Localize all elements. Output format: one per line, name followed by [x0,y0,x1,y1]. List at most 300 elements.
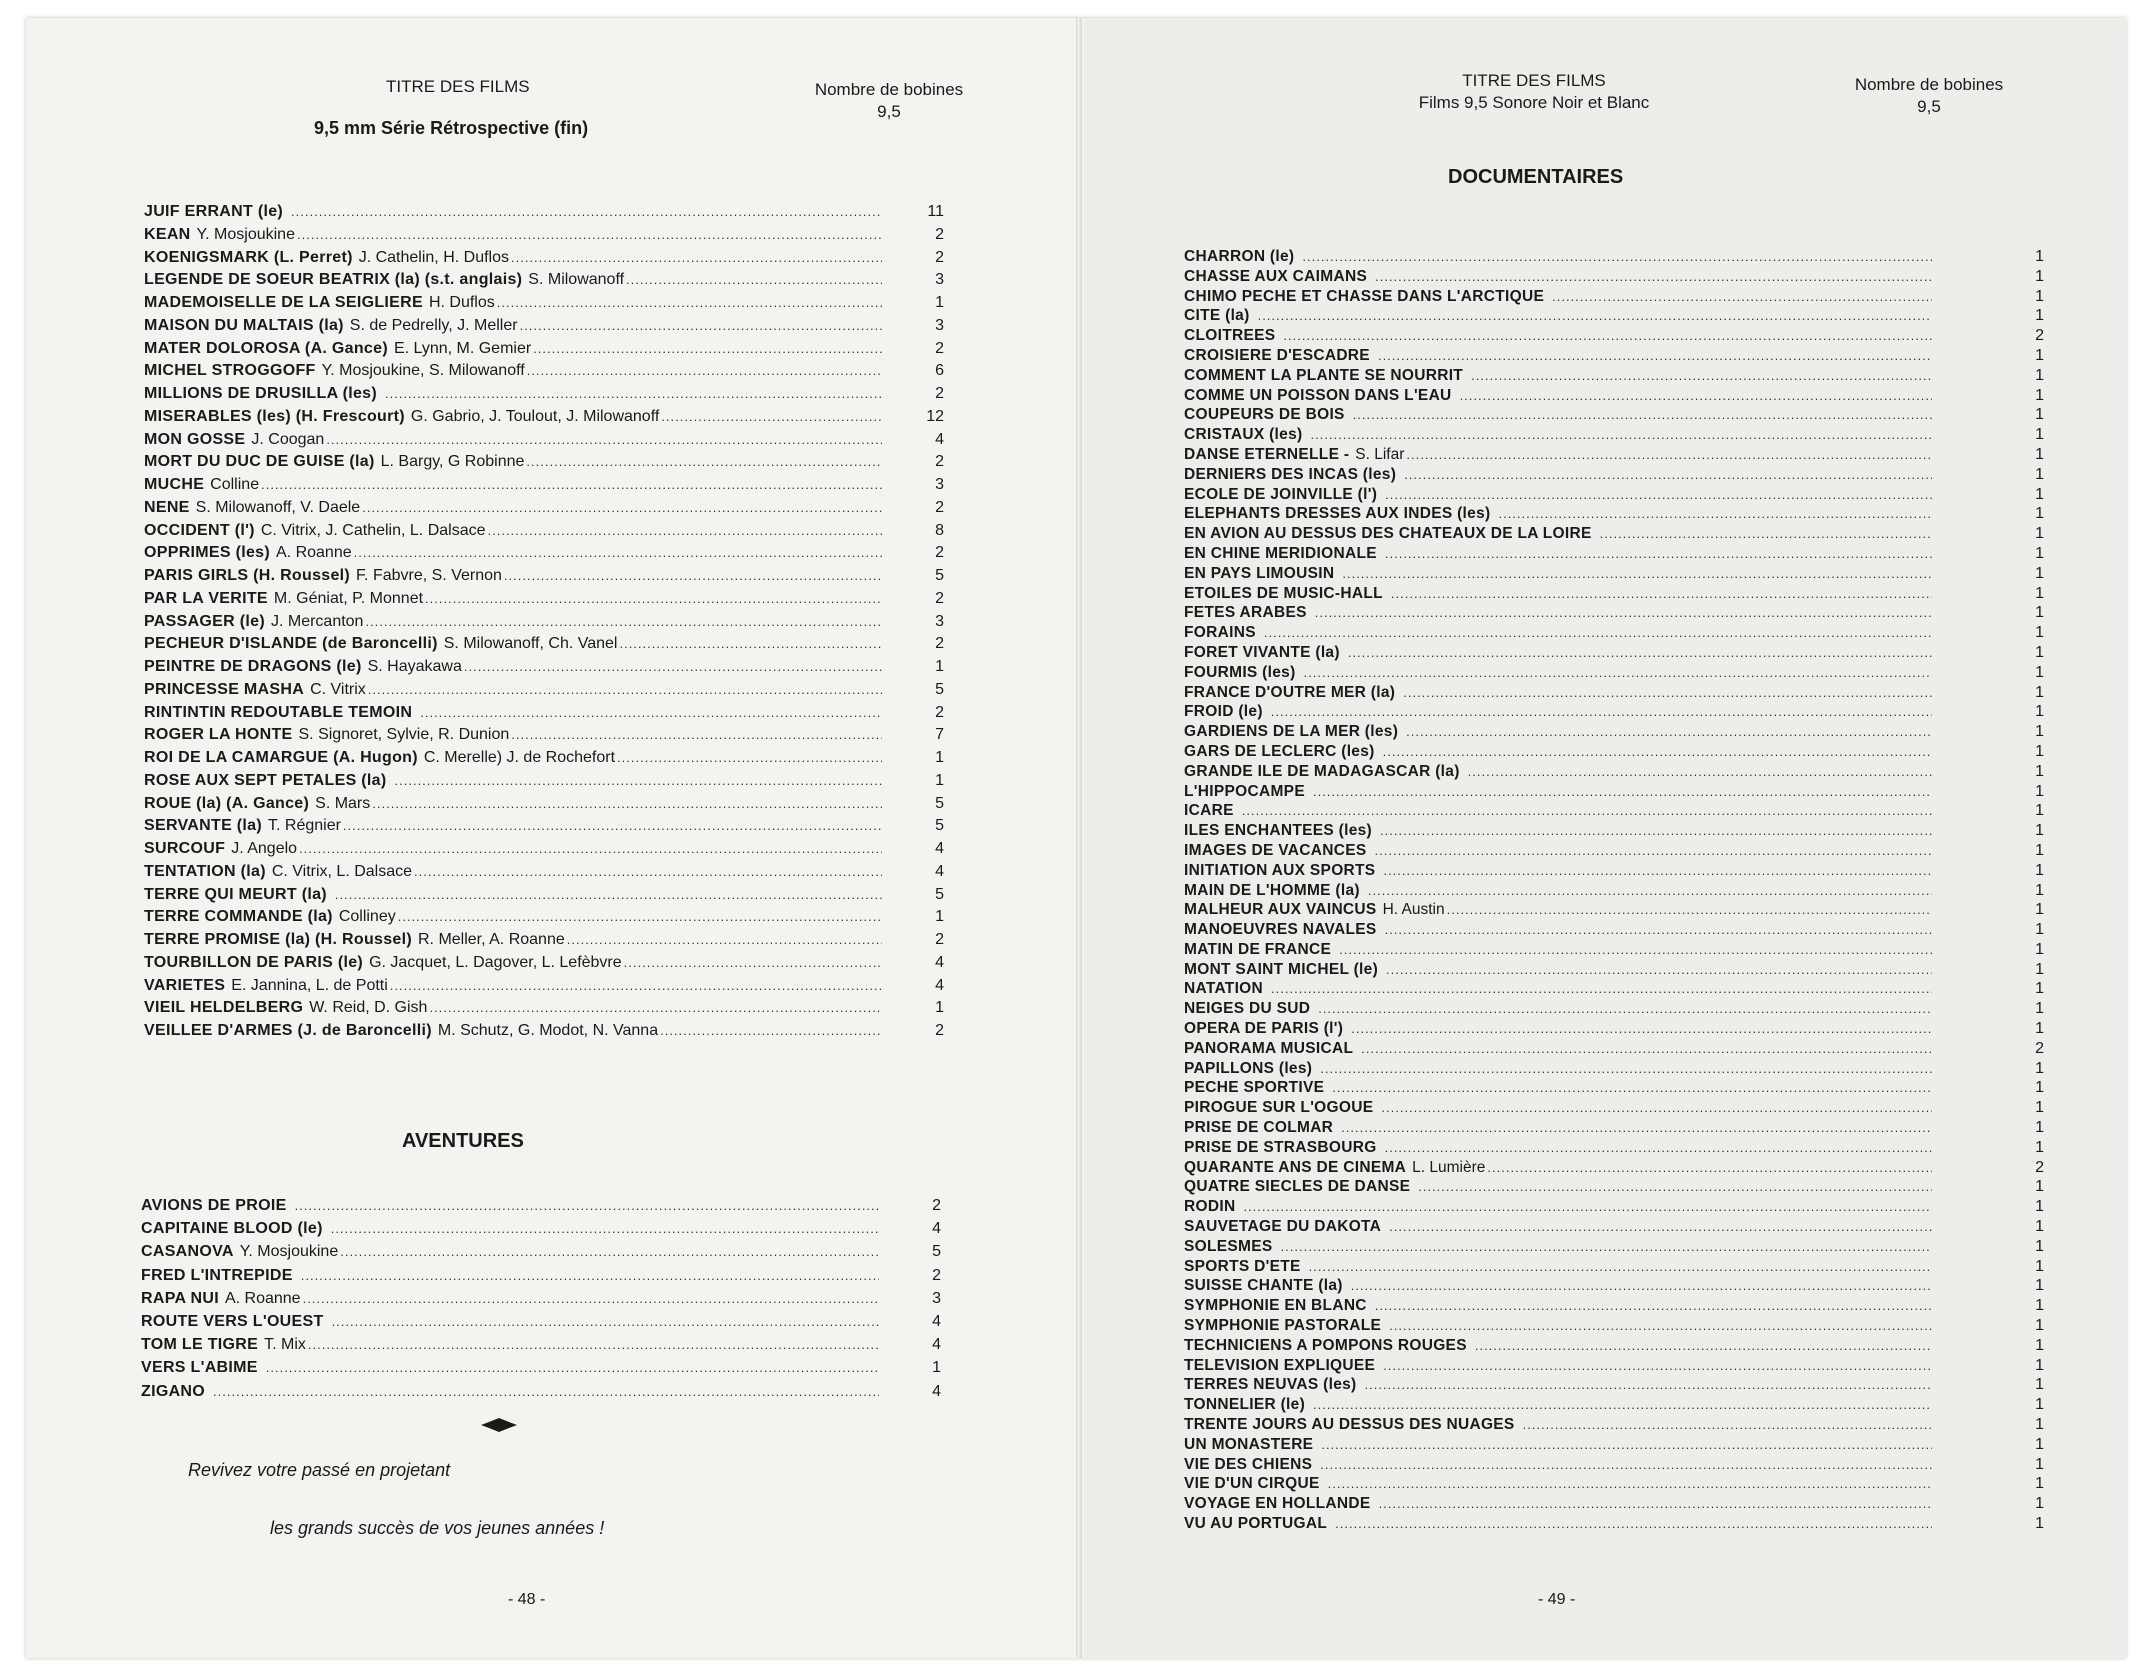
film-title: ECOLE DE JOINVILLE (l') [1184,485,1378,503]
film-row [144,681,944,704]
dot-leader [1403,685,1932,700]
film-row [1184,1079,2044,1099]
dot-leader [1460,388,1932,403]
reel-count: 1 [2035,485,2044,503]
film-row [144,613,944,636]
dot-leader [335,887,882,902]
film-row [1184,941,2044,961]
film-row [1184,1258,2044,1278]
reel-count: 2 [935,589,944,607]
dot-leader [1487,1160,1932,1175]
film-actors: H. Austin [1382,901,1445,919]
reel-count: 1 [2035,1277,2044,1295]
film-title: TELEVISION EXPLIQUEE [1184,1356,1376,1374]
dot-leader [1318,1001,1932,1016]
reel-count: 5 [935,567,944,584]
film-actors: G. Gabrio, J. Toulout, J. Milowanoff [410,407,660,425]
dot-leader [504,568,882,583]
film-actors: E. Jannina, L. de Potti [231,976,388,994]
reel-count: 1 [2035,1376,2044,1394]
reel-count: 1 [2035,921,2044,939]
format-label-right: 9,5 [1917,97,1941,116]
film-title: PECHE SPORTIVE [1184,1079,1325,1097]
dot-leader [1468,764,1932,779]
film-title: RAPA NUI [141,1289,219,1307]
dot-leader [1368,883,1932,898]
page-number-49: - 49 - [1538,1591,1576,1608]
film-title: MISERABLES (les) (H. Frescourt) [144,407,405,425]
reel-count: 1 [932,1359,941,1377]
film-row [1184,1139,2044,1159]
reel-count: 1 [2035,841,2044,859]
dot-leader [332,1314,879,1329]
reel-count: 1 [2035,267,2044,285]
reel-count: 1 [2035,960,2044,978]
dot-leader [497,295,882,310]
reel-count: 1 [2035,1356,2044,1374]
film-row [144,203,944,226]
dot-leader [1375,1298,1932,1313]
film-row [144,544,944,567]
dot-leader [1600,526,1932,541]
film-row [144,726,944,749]
film-title: PECHEUR D'ISLANDE (de Baroncelli) [144,635,438,653]
film-title: PASSAGER (le) [144,612,265,630]
film-title: VOYAGE EN HOLLANDE [1184,1495,1371,1513]
film-title: MANOEUVRES NAVALES [1184,921,1377,939]
film-title: MONT SAINT MICHEL (le) [1184,960,1379,978]
dot-leader [1361,1041,1932,1056]
film-title: ROI DE LA CAMARGUE (A. Hugon) [144,749,418,766]
film-title: SURCOUF [144,840,226,857]
film-title: NENE [144,498,190,516]
film-row [1184,901,2044,921]
film-actors: T. Mix [264,1336,306,1354]
format-label: 9,5 [877,102,901,121]
dot-leader [1385,487,1932,502]
film-row [144,408,944,431]
film-actors: E. Lynn, M. Gemier [393,339,532,357]
film-title: FRED L'INTREPIDE [141,1266,293,1284]
reel-count: 1 [2035,584,2044,602]
reel-count: 1 [2035,1178,2044,1196]
reel-count: 1 [2035,901,2044,919]
film-title: TOM LE TIGRE [141,1336,259,1354]
dot-leader [527,363,882,378]
film-row [1184,624,2044,644]
film-title: KOENIGSMARK (L. Perret) [144,248,353,266]
reel-count: 1 [2035,1218,2044,1236]
film-title: QUARANTE ANS DE CINEMA [1184,1158,1407,1176]
film-title: CHASSE AUX CAIMANS [1184,267,1368,285]
reel-count: 1 [2035,1020,2044,1038]
slogan-line-2: les grands succès de vos jeunes années ! [270,1518,605,1538]
dot-leader [1386,962,1932,977]
film-title: ROUTE VERS L'OUEST [141,1312,324,1330]
film-row [141,1197,941,1220]
film-row [144,704,944,727]
header-titre-des-films: TITRE DES FILMS [386,77,530,96]
dot-leader [326,432,882,447]
film-actors: Y. Mosjoukine [196,225,295,243]
film-title: CITE (la) [1184,307,1250,325]
film-title: ROUE (la) (A. Gance) [144,794,310,812]
reel-count: 5 [935,680,944,698]
film-row [144,271,944,294]
film-title: PARIS GIRLS (H. Roussel) [144,567,351,584]
film-title: INITIATION AUX SPORTS [1184,861,1376,879]
film-row [1184,743,2044,763]
reel-count: 1 [2035,426,2044,444]
reel-count: 1 [2035,1099,2044,1117]
film-title: VARIETES [144,976,226,994]
reel-count: 4 [932,1220,941,1238]
film-title: MATIN DE FRANCE [1184,940,1332,958]
dot-leader [1418,1179,1932,1194]
film-row [1184,1436,2044,1456]
reel-count: 1 [2035,505,2044,523]
dot-leader [1348,645,1932,660]
reel-count: 2 [935,703,944,721]
film-title: ICARE [1184,802,1234,820]
reel-count: 2 [935,248,944,266]
reel-count: 1 [935,294,944,311]
film-row [1184,723,2044,743]
film-row [144,840,944,863]
film-row [1184,327,2044,347]
film-title: NEIGES DU SUD [1184,1000,1311,1018]
dot-leader [395,773,882,788]
reel-count: 1 [2035,1297,2044,1315]
dot-leader [1385,1140,1932,1155]
film-title: GARDIENS DE LA MER (les) [1184,723,1399,741]
reel-count: 5 [935,885,944,903]
dot-leader [1264,625,1932,640]
film-actors: S. Lifar [1355,445,1405,463]
reel-count: 1 [2035,742,2044,760]
film-title: FORAINS [1184,624,1256,642]
film-title: TRENTE JOURS AU DESSUS DES NUAGES [1184,1416,1515,1434]
reel-count: 3 [935,316,944,334]
reel-count: 5 [935,817,944,835]
dot-leader [1391,586,1932,601]
film-actors: C. Vitrix, L. Dalsace [271,862,413,880]
film-row [144,362,944,385]
film-row [1184,486,2044,506]
film-row [144,340,944,363]
reel-count: 6 [935,362,944,380]
dot-leader [511,727,882,742]
film-row [1184,1376,2044,1396]
dot-leader [660,1023,882,1038]
dot-leader [1320,1457,1932,1472]
dot-leader [425,591,882,606]
film-title: PEINTRE DE DRAGONS (le) [144,658,362,675]
film-row [1184,1099,2044,1119]
film-title: MON GOSSE [144,430,246,448]
film-row [1184,367,2044,387]
reel-count: 2 [2035,1039,2044,1057]
dot-leader [511,250,882,265]
film-row [1184,1277,2044,1297]
film-row [144,749,944,772]
film-title: CLOITREES [1184,327,1276,345]
film-title: PANORAMA MUSICAL [1184,1039,1354,1057]
film-title: OPPRIMES (les) [144,544,271,562]
reel-count: 3 [935,476,944,493]
film-row [141,1290,941,1313]
film-title: DANSE ETERNELLE - [1184,445,1350,463]
film-title: PIROGUE SUR L'OGOUE [1184,1099,1374,1117]
reel-count: 5 [935,794,944,812]
reel-count: 1 [2035,663,2044,681]
reel-count: 8 [935,521,944,539]
reel-count: 1 [935,908,944,926]
dot-leader [1310,427,1932,442]
dot-leader [1271,704,1932,719]
film-title: SAUVETAGE DU DAKOTA [1184,1218,1382,1236]
film-title: TENTATION (la) [144,862,266,880]
film-row [141,1336,941,1359]
film-title: PAR LA VERITE [144,589,268,607]
film-title: SERVANTE (la) [144,817,262,835]
film-title: TERRE QUI MEURT (la) [144,885,327,903]
reel-count: 1 [2035,1336,2044,1354]
dot-leader [1281,1239,1932,1254]
film-row [1184,1475,2044,1495]
dot-leader [1498,506,1932,521]
film-row [144,249,944,272]
film-title: TERRE PROMISE (la) (H. Roussel) [144,931,412,948]
film-row [1184,505,2044,525]
film-row [1184,1416,2044,1436]
film-title: SUISSE CHANTE (la) [1184,1277,1343,1295]
film-row [144,453,944,476]
dot-leader [1315,605,1932,620]
film-title: VEILLEE D'ARMES (J. de Baroncelli) [144,1022,432,1039]
reel-count: 5 [932,1243,941,1261]
reel-count: 4 [932,1312,941,1330]
dot-leader [362,500,882,515]
documentaires-film-list [1184,248,2044,1535]
booklet-spread [26,18,2126,1658]
dot-leader [617,750,882,765]
film-row [144,590,944,613]
film-row [1184,1456,2044,1476]
reel-count: 3 [935,612,944,630]
film-actors: S. Hayakawa [367,658,462,675]
film-title: MORT DU DUC DE GUISE (la) [144,453,375,471]
film-title: SYMPHONIE PASTORALE [1184,1317,1382,1335]
dot-leader [1389,1219,1932,1234]
film-title: CRISTAUX (les) [1184,426,1303,444]
film-title: VIE DES CHIENS [1184,1455,1313,1473]
dot-leader [464,659,882,674]
dot-leader [1471,368,1932,383]
film-row [1184,980,2044,1000]
film-actors: A. Roanne [224,1289,301,1307]
film-title: QUATRE SIECLES DE DANSE [1184,1178,1411,1196]
dot-leader [1304,665,1932,680]
film-title: VIE D'UN CIRQUE [1184,1475,1320,1493]
film-actors: S. Mars [315,794,371,812]
film-actors: L. Lumière [1412,1158,1486,1176]
dot-leader [420,705,882,720]
film-title: SPORTS D'ETE [1184,1257,1301,1275]
header-titre-des-films-right [1384,70,1684,114]
reel-count: 1 [2035,703,2044,721]
dot-leader [1342,566,1932,581]
dot-leader [1523,1417,1932,1432]
film-row [144,385,944,408]
film-title: NATATION [1184,980,1264,998]
reel-count: 1 [2035,1059,2044,1077]
film-row [1184,387,2044,407]
film-row [144,999,944,1022]
sonore-noir-blanc-label: Films 9,5 Sonore Noir et Blanc [1418,93,1650,112]
dot-leader [1385,546,1932,561]
dot-leader [1378,348,1932,363]
reel-count: 1 [935,749,944,766]
film-title: CASANOVA [141,1243,234,1261]
film-title: MICHEL STROGGOFF [144,362,316,380]
film-title: MAIN DE L'HOMME (la) [1184,881,1360,899]
dot-leader [626,272,882,287]
dot-leader [1404,467,1932,482]
film-actors: T. Régnier [268,817,341,835]
reel-count: 2 [935,453,944,471]
film-title: LEGENDE DE SOEUR BEATRIX (la) (s.t. anglais) [144,271,523,289]
film-row [144,635,944,658]
film-row [1184,1515,2044,1535]
reel-count: 1 [2035,465,2044,483]
dot-leader [1258,308,1932,323]
film-row [1184,545,2044,565]
film-row [1184,842,2044,862]
film-title: EN CHINE MERIDIONALE [1184,544,1377,562]
dot-leader [488,523,883,538]
dot-leader [1406,724,1932,739]
dot-leader [297,227,882,242]
dot-leader [1242,803,1932,818]
film-row [144,1022,944,1045]
reel-count: 4 [932,1382,941,1400]
film-row [144,863,944,886]
reel-count: 1 [2035,822,2044,840]
reel-count: 12 [926,407,944,425]
reel-count: 1 [2035,604,2044,622]
film-title: ROSE AUX SEPT PETALES (la) [144,771,387,789]
film-row [144,931,944,954]
dot-leader [1351,1021,1932,1036]
dot-leader [299,841,882,856]
film-row [1184,703,2044,723]
film-title: TONNELIER (le) [1184,1396,1306,1414]
film-title: EN PAYS LIMOUSIN [1184,564,1335,582]
film-title: MADEMOISELLE DE LA SEIGLIERE [144,294,423,311]
reel-count: 1 [2035,1495,2044,1513]
dot-leader [365,614,882,629]
film-title: ELEPHANTS DRESSES AUX INDES (les) [1184,505,1491,523]
dot-leader [1341,1120,1932,1135]
film-title: MATER DOLOROSA (A. Gance) [144,339,388,357]
dot-leader [1309,1259,1932,1274]
film-row [144,658,944,681]
reel-count: 2 [935,225,944,243]
dot-leader [354,545,882,560]
film-row [144,954,944,977]
reel-count: 1 [2035,1119,2044,1137]
film-title: COMMENT LA PLANTE SE NOURRIT [1184,366,1464,384]
film-row [1184,1357,2044,1377]
film-actors: S. Milowanoff [528,271,625,289]
film-title: ILES ENCHANTEES (les) [1184,822,1373,840]
film-row [1184,822,2044,842]
dot-leader [1271,981,1932,996]
film-title: MUCHE [144,476,205,493]
dot-leader [1552,289,1932,304]
film-row [144,886,944,909]
dot-leader [1389,1318,1932,1333]
film-row [144,908,944,931]
dot-leader [661,409,882,424]
film-row [141,1220,941,1243]
reel-count: 1 [935,658,944,675]
film-row [144,817,944,840]
film-title: GARS DE LECLERC (les) [1184,742,1375,760]
dot-leader [1375,269,1932,284]
dot-leader [266,1360,879,1375]
film-row [1184,604,2044,624]
film-row [1184,1198,2044,1218]
reel-count: 1 [2035,762,2044,780]
film-row [141,1383,941,1406]
film-actors: C. Vitrix, J. Cathelin, L. Dalsace [260,521,486,539]
reel-count: 4 [935,840,944,857]
reel-count: 1 [2035,723,2044,741]
film-title: RODIN [1184,1198,1236,1216]
film-title: ROGER LA HONTE [144,726,293,744]
film-row [1184,248,2044,268]
film-actors: J. Cathelin, H. Duflos [358,248,509,266]
reel-count: 1 [2035,445,2044,463]
film-row [1184,466,2044,486]
film-row [144,499,944,522]
reel-count: 1 [2035,1416,2044,1434]
bobines-label-right: Nombre de bobines [1854,75,2004,94]
film-actors: L. Bargy, G Robinne [380,453,525,471]
film-row [1184,565,2044,585]
reel-count: 4 [935,862,944,880]
film-actors: S. Milowanoff, Ch. Vanel [443,635,618,653]
film-actors: J. Coogan [251,430,325,448]
dot-leader [1313,1397,1932,1412]
film-row [1184,585,2044,605]
film-title: MILLIONS DE DRUSILLA (les) [144,385,377,402]
film-title: SOLESMES [1184,1237,1273,1255]
reel-count: 1 [2035,980,2044,998]
dot-leader [1381,1100,1932,1115]
dot-leader [1379,1496,1932,1511]
page-49 [1084,18,2126,1658]
reel-count: 1 [2035,624,2044,642]
dot-leader [368,682,882,697]
film-title: DERNIERS DES INCAS (les) [1184,465,1397,483]
film-actors: S. Milowanoff, V. Daele [195,498,361,516]
film-actors: H. Duflos [428,294,495,311]
film-row [1184,1238,2044,1258]
dot-leader [1383,1358,1932,1373]
